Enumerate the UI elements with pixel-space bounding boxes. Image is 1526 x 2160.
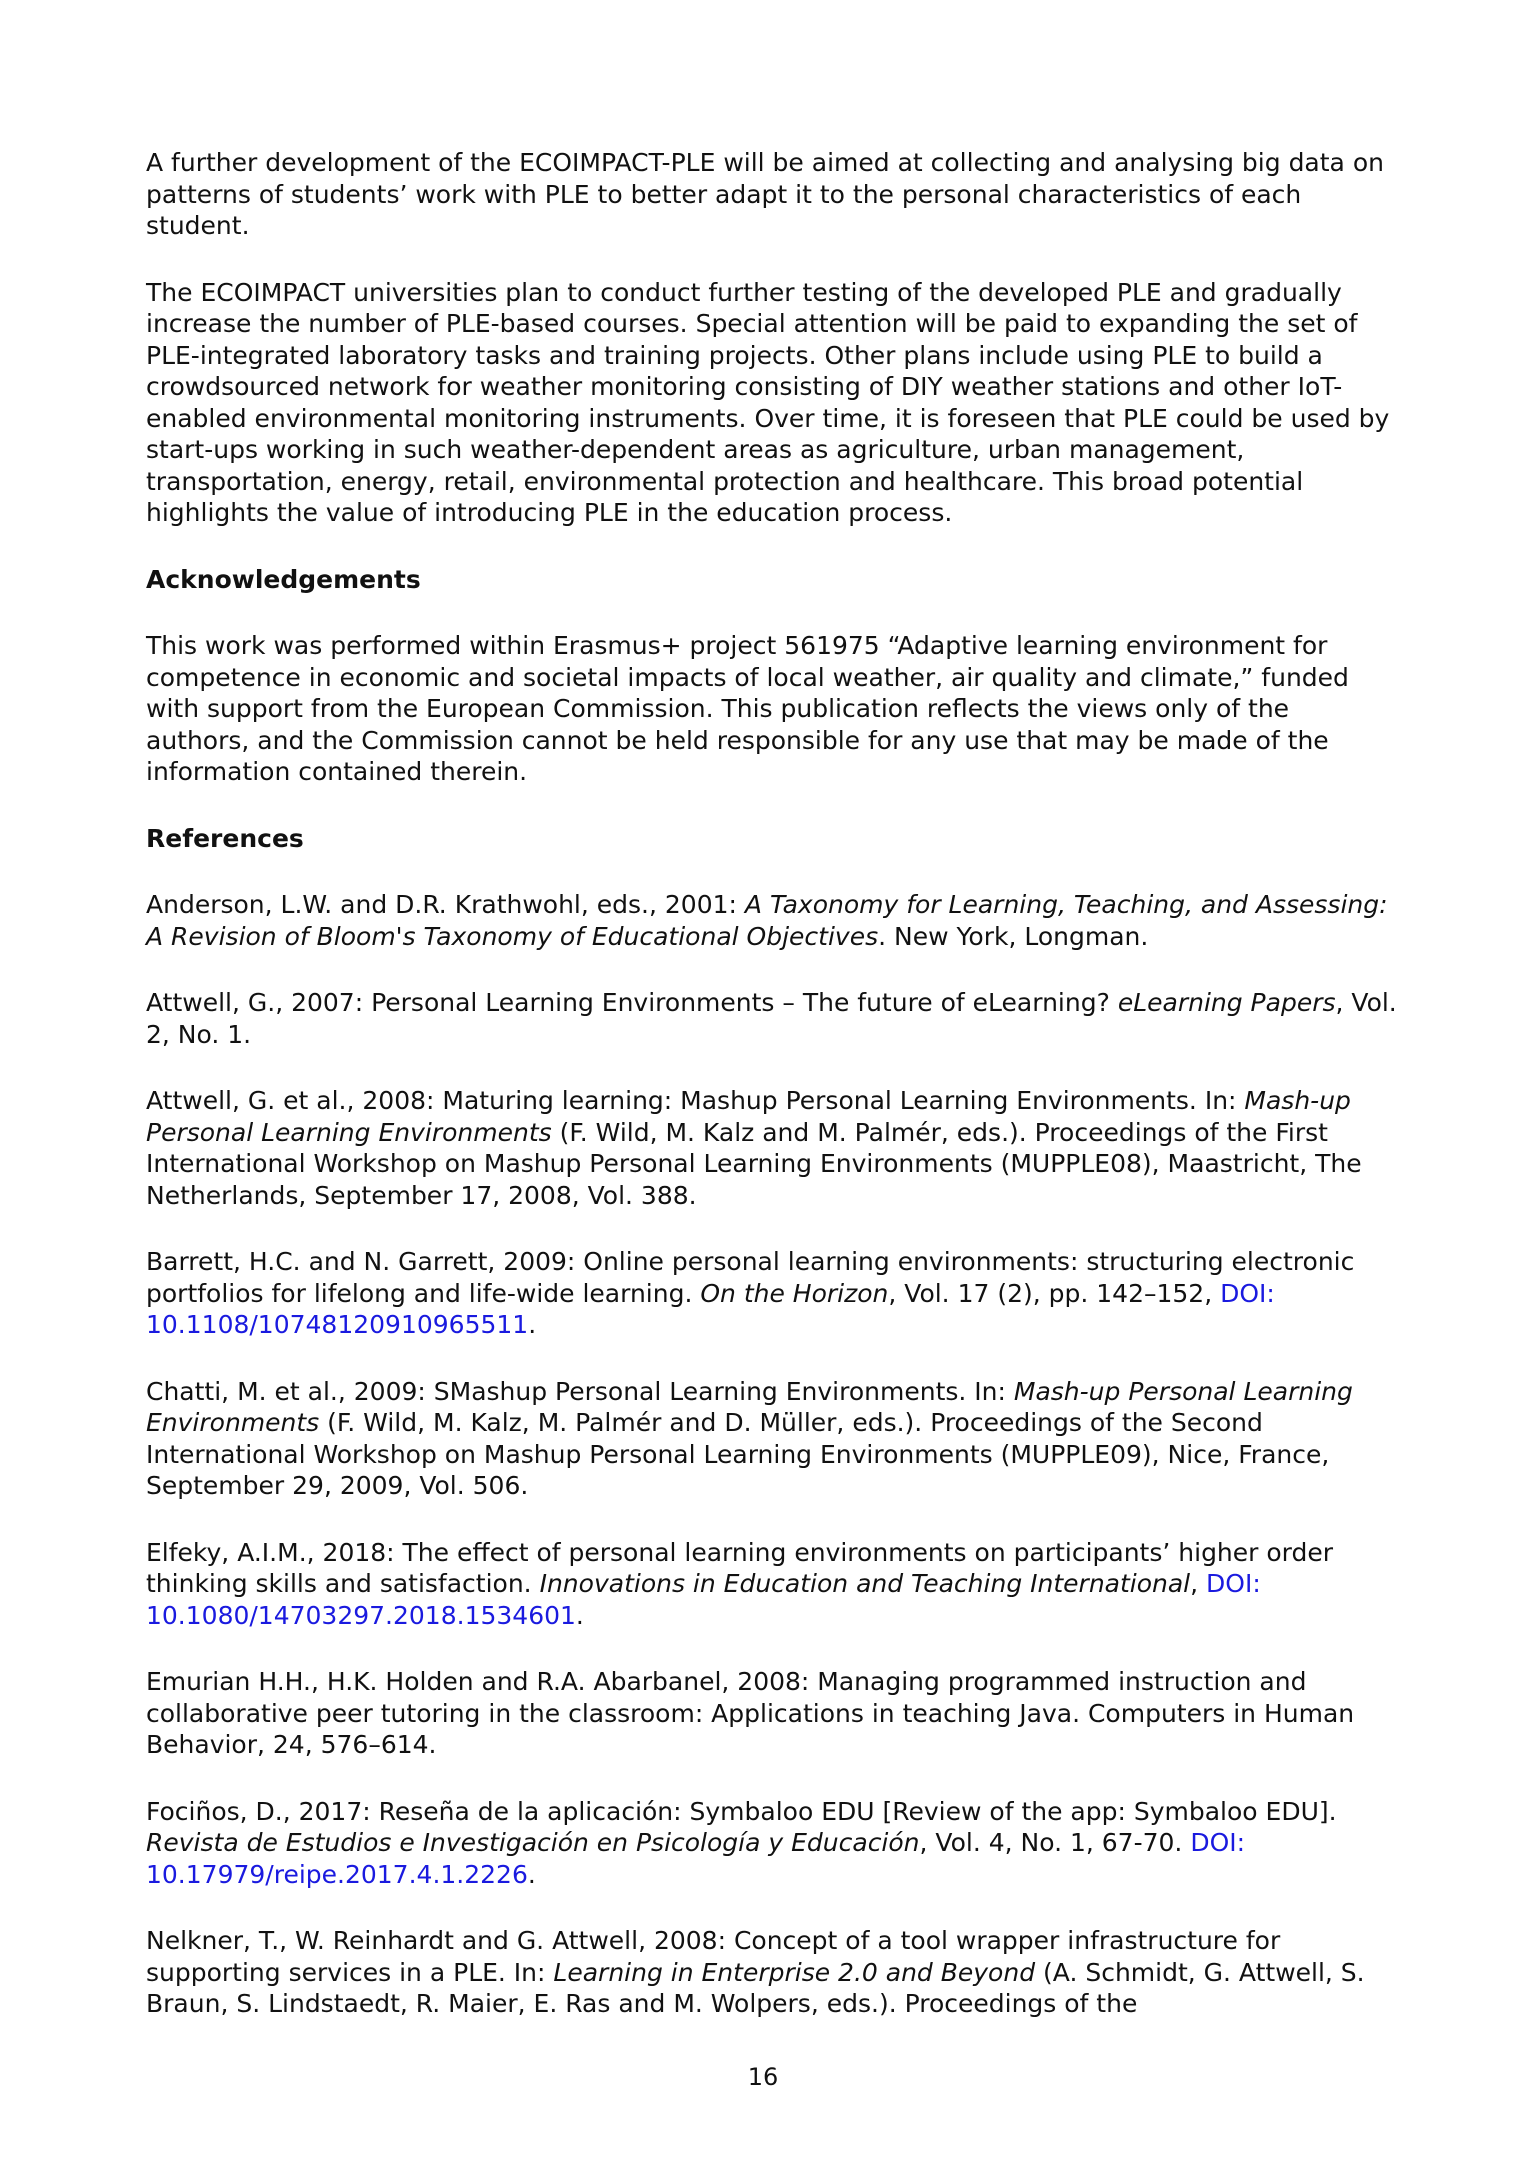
reference-title: Learning in Enterprise 2.0 and Beyond (553, 1957, 1036, 1987)
body-paragraph: The ECOIMPACT universities plan to conduct further testing of the developed PLE and gradually increase the number of PLE-based courses. Special attention will be paid to expanding the set of PLE-integrated laboratory tasks and training projects. Other plans include using PLE to build a crowdsourced network for weather monitoring consisting of DIY weather stations and other IoT-enabled environmental monitoring instruments. Over time, it is foreseen that PLE could be used by start-ups working in such weather-dependent areas as agriculture, urban management, transportation, energy, retail, environmental protection and healthcare. This broad potential highlights the value of introducing PLE in the education process. (146, 277, 1390, 527)
reference-item (146, 1376, 1400, 1502)
reference-title: eLearning Papers (1117, 988, 1336, 1017)
reference-text: Fociños, D., 2017: Reseña de la aplicación: Symbaloo EDU [Review of the app: Symbaloo EDU]. (146, 1796, 1337, 1826)
reference-text: , (1190, 1569, 1207, 1598)
document-page (146, 147, 1400, 2055)
reference-text: . New York, Longman. (878, 921, 1149, 951)
doi-link[interactable]: DOI: 10.17979/reipe.2017.4.1.2226 (146, 1828, 1246, 1889)
reference-item (146, 1085, 1400, 1211)
reference-item (146, 987, 1400, 1050)
doi-link[interactable]: DOI: 10.1080/14703297.2018.1534601 (146, 1569, 1261, 1630)
acknowledgements-text: This work was performed within Erasmus+ project 561975 “Adaptive learning environment for competence in economic and societal impacts of local weather, air quality and climate,” funded with support from the European Commission. This publication reflects the views only of the authors, and the Commission cannot be held responsible for any use that may be made of the information contained therein. (146, 631, 1349, 786)
page-number: 16 (747, 2063, 779, 2091)
reference-text: (F. Wild, M. Kalz, M. Palmér and D. Müller, eds.). Proceedings of the Second International Workshop on Mashup Personal Learning Environments (MUPPLE09), Nice, France, September 29, 2009, Vol. 506. (146, 1408, 1330, 1500)
reference-text: , Vol. 17 (2), pp. 142–152, (888, 1278, 1221, 1308)
reference-title: A Taxonomy for Learning, Teaching, and Assessing: A Revision of Bloom's Taxonomy of Educational Objectives (146, 890, 1388, 951)
body-paragraph: A further development of the ECOIMPACT-PLE will be aimed at collecting and analysing big data on patterns of students’ work with PLE to better adapt it to the personal characteristics of each student. (146, 148, 1384, 240)
reference-text: Chatti, M. et al., 2009: SMashup Personal Learning Environments. In: (146, 1376, 1014, 1406)
reference-title: Revista de Estudios e Investigación en Psicología y Educación (146, 1828, 920, 1857)
reference-title: Innovations in Education and Teaching International (539, 1569, 1191, 1598)
reference-title: Mash-up Personal Learning Environments (146, 1086, 1351, 1147)
reference-text: (A. Schmidt, G. Attwell, S. Braun, S. Lindstaedt, R. Maier, E. Ras and M. Wolpers, eds.). Proceedings of the (146, 1957, 1365, 2018)
reference-text: Emurian H.H., H.K. Holden and R.A. Abarbanel, 2008: Managing programmed instruction and collaborative peer tutoring in the classroom: Applications in teaching Java. Computers in Human Behavior, 24, 576–614. (146, 1667, 1355, 1759)
reference-item (146, 1537, 1400, 1632)
doi-link[interactable]: DOI: 10.1108/10748120910965511 (146, 1278, 1275, 1339)
reference-text: Nelkner, T., W. Reinhardt and G. Attwell, 2008: Concept of a tool wrapper infrastructure for supporting services in a PLE. In: (146, 1926, 1281, 1987)
reference-item (146, 1796, 1400, 1891)
reference-item (146, 889, 1400, 952)
reference-text: Attwell, G., 2007: Personal Learning Environments – The future of eLearning? (146, 988, 1118, 1017)
reference-item (146, 1925, 1400, 2020)
reference-title: Mash-up Personal Learning Environments (146, 1376, 1353, 1437)
reference-text: Attwell, G. et al., 2008: Maturing learning: Mashup Personal Learning Environments. In: (146, 1086, 1245, 1115)
reference-text: . (527, 1859, 536, 1889)
reference-text: , Vol. 2, No. 1. (146, 988, 1397, 1049)
reference-text: . (575, 1600, 584, 1630)
reference-text: , Vol. 4, No. 1, 67-70. (919, 1828, 1191, 1857)
reference-title: On the Horizon (700, 1278, 889, 1308)
reference-item (146, 1666, 1400, 1761)
reference-text: . (528, 1310, 537, 1339)
reference-list (146, 889, 1400, 2020)
reference-text: Barrett, H.C. and N. Garrett, 2009: Online personal learning environments: structuring electronic portfolios for lifelong and life-wide learning. (146, 1247, 1355, 1308)
section-heading-references: References (146, 823, 304, 853)
section-heading-acknowledgements: Acknowledgements (146, 564, 421, 594)
reference-item (146, 1246, 1400, 1341)
reference-text: Anderson, L.W. and D.R. Krathwohl, eds., 2001: (146, 890, 745, 919)
reference-text: (F. Wild, M. Kalz and M. Palmér, eds.). Proceedings of the First International Workshop on Mashup Personal Learning Environments (MUPPLE08), Maastricht, The Netherlands, September 17, 2008, Vol. 388. (146, 1117, 1362, 1210)
reference-text: Elfeky, A.I.M., 2018: The effect of personal learning environments on participants’ higher order thinking skills and satisfaction. (146, 1537, 1334, 1598)
